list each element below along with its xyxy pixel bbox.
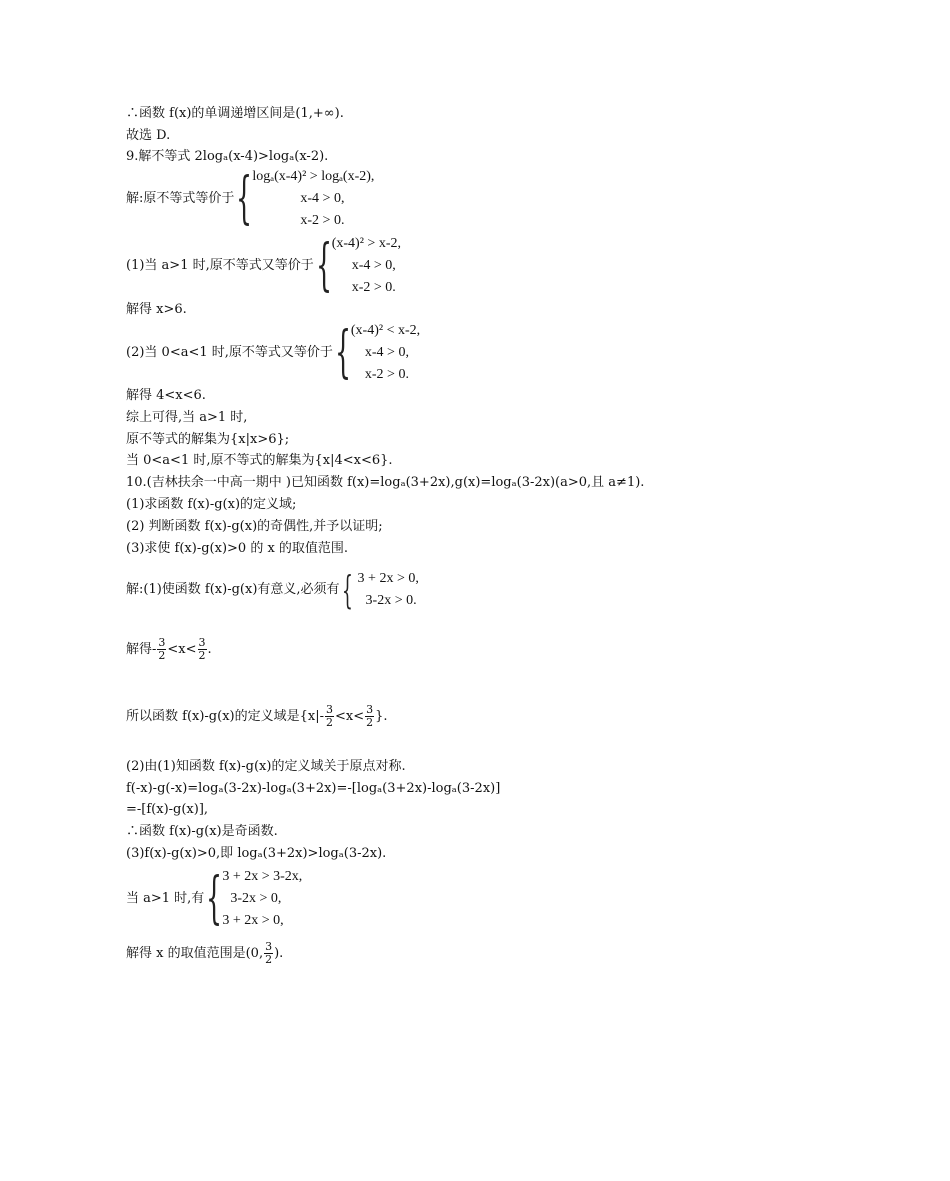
text-line: =-[f(x)-g(x)], [126, 802, 209, 817]
brace-symbol: { [236, 166, 253, 231]
equation-system [126, 320, 420, 386]
equation-system [126, 866, 302, 932]
text-line: ∴函数 f(x)的单调递增区间是(1,+∞). [126, 106, 344, 121]
text-line [126, 637, 212, 671]
text-line: 综上可得,当 a>1 时, [126, 410, 248, 425]
system-row: (x-4)² > x-2, [331, 236, 401, 251]
fraction: $\frac{3}{2}$ [158, 636, 166, 662]
system-row: 3-2x > 0. [365, 593, 417, 608]
system-lead: (1)当 a>1 时,原不等式又等价于 [126, 258, 314, 273]
fraction: $\frac{3}{2}$ [325, 703, 333, 729]
text-segment: <x< [167, 642, 197, 657]
text-line [126, 941, 283, 975]
text-segment: }. [375, 709, 388, 724]
system-row: 3 + 2x > 0, [357, 571, 419, 586]
system-row: x-2 > 0. [351, 280, 396, 295]
system-row: 3 + 2x > 3-2x, [222, 869, 303, 884]
text-line: 原不等式的解集为{x|x>6}; [126, 432, 290, 447]
fraction: $\frac{3}{2}$ [265, 940, 273, 966]
system-lead: 当 a>1 时,有 [126, 891, 205, 906]
text-line [126, 704, 388, 738]
fraction: $\frac{3}{2}$ [366, 703, 374, 729]
brace-symbol: { [334, 320, 351, 385]
text-segment: ). [274, 946, 284, 961]
text-line: (3)f(x)-g(x)>0,即 logₐ(3+2x)>logₐ(3-2x). [126, 846, 387, 861]
system-row: x-2 > 0. [364, 367, 409, 382]
text-line: (2) 判断函数 f(x)-g(x)的奇偶性,并予以证明; [126, 519, 383, 534]
text-line: 解得 4<x<6. [126, 388, 206, 403]
text-line: 故选 D. [126, 128, 171, 143]
system-lead: 解:原不等式等价于 [126, 191, 235, 206]
brace-symbol: { [315, 233, 332, 298]
equation-system [126, 166, 374, 232]
text-line: f(-x)-g(-x)=logₐ(3-2x)-logₐ(3+2x)=-[logₐ(3+2x)-logₐ(3-2x)] [126, 781, 501, 796]
text-line: 9.解不等式 2logₐ(x-4)>logₐ(x-2). [126, 149, 329, 164]
text-line: (3)求使 f(x)-g(x)>0 的 x 的取值范围. [126, 541, 349, 556]
fraction: $\frac{3}{2}$ [198, 636, 206, 662]
equation-system [126, 568, 419, 612]
system-row: logₐ(x-4)² > logₐ(x-2), [252, 169, 375, 184]
text-segment: <x< [334, 709, 365, 724]
brace-symbol: { [341, 568, 353, 612]
text-segment: 解得 x 的取值范围是(0, [126, 946, 264, 961]
system-row: 3 + 2x > 0, [222, 913, 284, 928]
text-line: 当 0<a<1 时,原不等式的解集为{x|4<x<6}. [126, 453, 393, 468]
system-row: (x-4)² < x-2, [350, 323, 421, 338]
system-row: x-2 > 0. [300, 213, 345, 228]
system-row: x-4 > 0, [300, 191, 345, 206]
text-line: (2)由(1)知函数 f(x)-g(x)的定义域关于原点对称. [126, 759, 406, 774]
text-line: 解得 x>6. [126, 302, 187, 317]
text-line: (1)求函数 f(x)-g(x)的定义域; [126, 497, 297, 512]
system-lead: (2)当 0<a<1 时,原不等式又等价于 [126, 345, 333, 360]
system-row: x-4 > 0, [364, 345, 409, 360]
text-segment: 所以函数 f(x)-g(x)的定义域是{x|- [126, 709, 324, 724]
text-segment: 解得- [126, 642, 157, 657]
system-lead: 解:(1)使函数 f(x)-g(x)有意义,必须有 [126, 582, 340, 597]
system-row: 3-2x > 0, [230, 891, 282, 906]
text-line: 10.(吉林扶余一中高一期中 )已知函数 f(x)=logₐ(3+2x),g(x)=logₐ(3-2x)(a>0,且 a≠1). [126, 475, 645, 490]
brace-symbol: { [206, 866, 223, 931]
equation-system [126, 233, 401, 299]
system-row: x-4 > 0, [351, 258, 396, 273]
text-segment: . [207, 642, 212, 657]
text-line: ∴函数 f(x)-g(x)是奇函数. [126, 824, 278, 839]
